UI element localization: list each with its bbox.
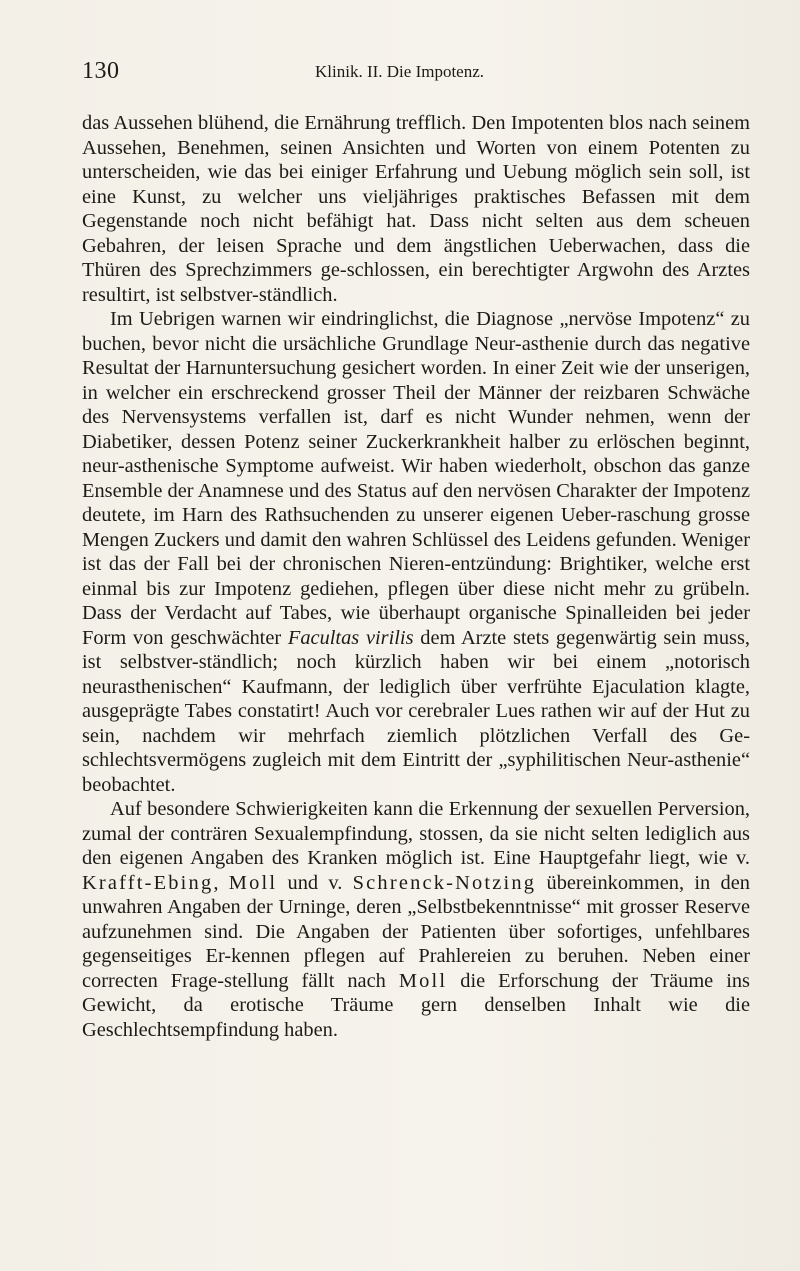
paragraph-3-text-e: die Erforschung der Träume ins Gewicht, da erotische Träume gern denselben Inhalt wie die Geschlechtsempfindung haben. (82, 969, 750, 1041)
author-name-moll-2: Moll (398, 969, 448, 992)
paragraph-2 (82, 307, 750, 797)
body-text (82, 111, 750, 1042)
author-name-moll: Moll (228, 871, 278, 894)
page-number: 130 (82, 58, 120, 84)
paragraph-3-text-a: Auf besondere Schwierigkeiten kann die Erkennung der sexuellen Perversion, zumal der conträren Sexualempfindung, stossen, da sie nicht selten lediglich aus den eigenen Angaben des Kranken möglich ist. Eine Hauptgefahr liegt, wie v. (82, 798, 750, 869)
author-name-schrenck-notzing: Schrenck-Notzing (352, 871, 537, 894)
paragraph-2-text-a: Im Uebrigen warnen wir eindringlichst, die Diagnose „nervöse Impotenz“ zu buchen, bevor nicht die ursächliche Grundlage Neur-asthenie durch das negative Resultat der Harnuntersuchung gesichert worden. In einer Zeit wie der unserigen, in welcher ein erschreckend grosser Theil der Männer der reizbaren Schwäche des Nervensystems verfallen ist, darf es nicht Wunder nehmen, wenn der Diabetiker, dessen Potenz seiner Zuckerkrankheit halber zu erlöschen beginnt, neur-asthenische Symptome aufweist. Wir haben wiederholt, obschon das ganze Ensemble der Anamnese und des Status auf den nervösen Charakter der Impotenz deutete, im Harn des Rathsuchenden zu unserer eigenen Ueber-raschung grosse Mengen Zuckers und damit den wahren Schlüssel des Leidens gefunden. Weniger ist das der Fall bei der chronischen Nieren-entzündung: Brightiker, welche erst einmal bis zur Impotenz gediehen, pflegen über diese nicht mehr zu grübeln. Dass der Verdacht auf Tabes, wie überhaupt organische Spinalleiden bei jeder Form von geschwächter (82, 308, 750, 649)
paragraph-1 (82, 111, 750, 307)
running-title: Klinik. II. Die Impotenz. (315, 62, 485, 81)
paragraph-3 (82, 797, 750, 1042)
italic-term-facultas-virilis: Facultas virilis (287, 626, 414, 649)
paragraph-3-text-c: und v. (277, 871, 353, 894)
running-head (82, 58, 750, 92)
paragraph-3-text-d: übereinkommen, in den unwahren Angaben der Urninge, deren „Selbstbekenntnisse“ mit grosser Reserve aufzunehmen sind. Die Angaben der Patienten über sofortiges, unfehlbares gegenseitiges Er-kennen pflegen auf Prahlereien zu beruhen. Neben einer correcten Frage-stellung fällt nach (82, 871, 750, 992)
paragraph-3-text-b: , (213, 871, 229, 894)
author-name-krafft-ebing: Krafft-Ebing (82, 871, 214, 894)
paragraph-1-text: das Aussehen blühend, die Ernährung trefflich. Den Impotenten blos nach seinem Aussehen, Benehmen, seinen Ansichten und Worten von einem Potenten zu unterscheiden, wie das bei einiger Erfahrung und Uebung möglich sein soll, ist eine Kunst, zu welcher uns vieljähriges praktisches Befassen mit dem Gegenstande noch nicht befähigt hat. Dass nicht selten aus dem scheuen Gebahren, der leisen Sprache und dem ängstlichen Ueberwachen, dass die Thüren des Sprechzimmers ge-schlossen, ein berechtigter Argwohn des Arztes resultirt, ist selbstver-ständlich. (82, 112, 750, 306)
paragraph-2-text-b: dem Arzte stets gegenwärtig sein muss, ist selbstver-ständlich; noch kürzlich haben wir bei einem „notorisch neurasthenischen“ Kaufmann, der lediglich über verfrühte Ejaculation klagte, ausgeprägte Tabes constatirt! Auch vor cerebraler Lues rathen wir auf der Hut zu sein, nachdem wir mehrfach ziemlich plötzlichen Verfall des Ge-schlechtsvermögens zugleich mit dem Eintritt der „syphilitischen Neur-asthenie“ beobachtet. (82, 626, 750, 796)
